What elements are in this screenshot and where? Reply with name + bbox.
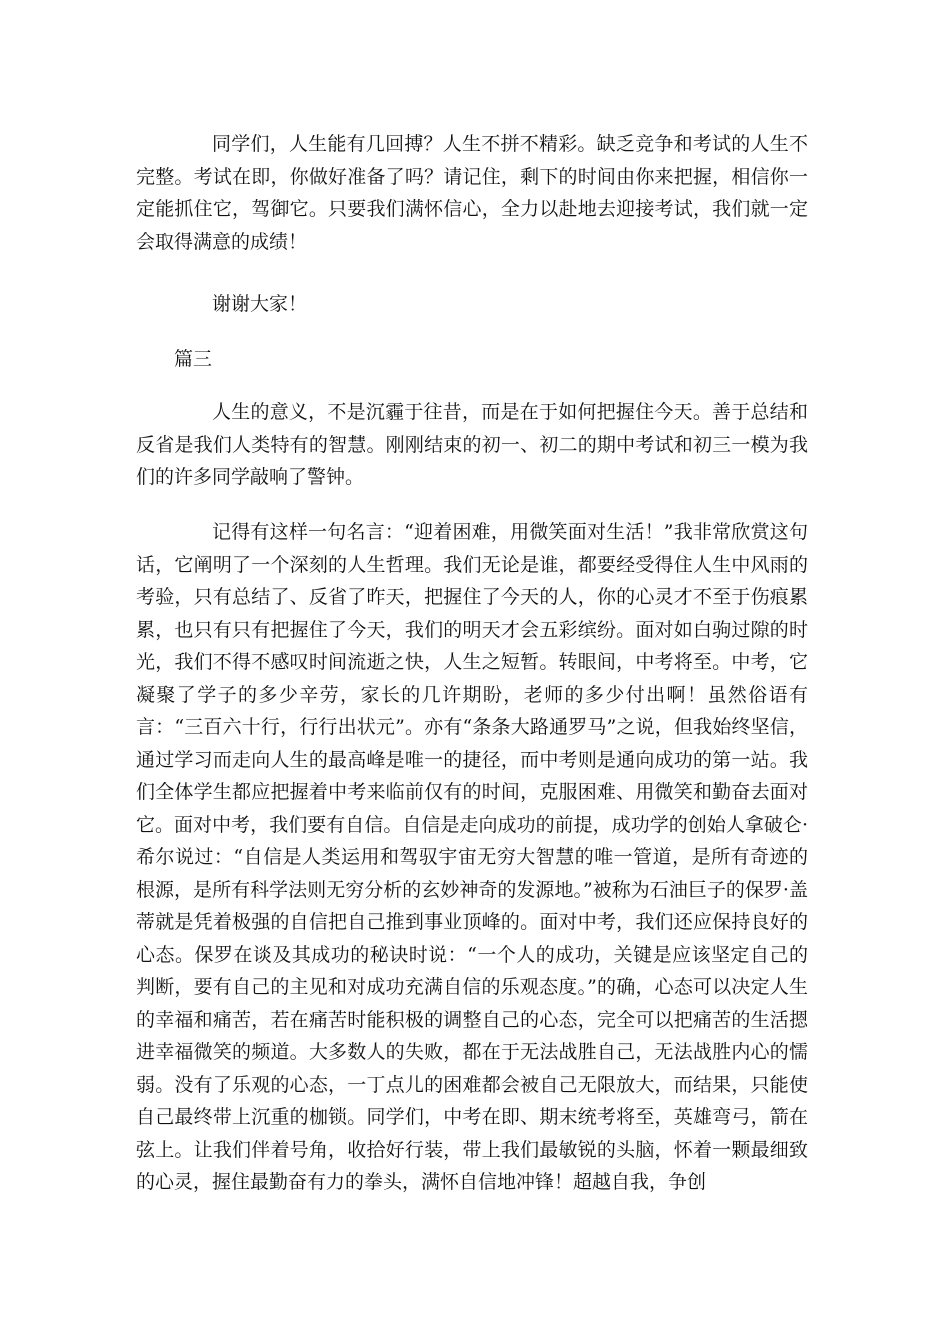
section-heading: 篇三 <box>174 348 213 370</box>
paragraph-famous-saying: 记得有这样一句名言：“迎着困难，用微笑面对生活！”我非常欣赏这句话，它阐明了一个深刻的人生哲理。我们无论是谁，都要经受得住人生中风雨的考验，只有总结了、反省了昨天，把握住了今天的人，你的心灵才不至于伤痕累累，也只有只有把握住了今天，我们的明天才会五彩缤纷。面对如白驹过隙的时光，我们不得不感叹时间流逝之快，人生之短暂。转眼间，中考将至。中考，它凝聚了学子的多少辛劳，家长的几许期盼，老师的多少付出啊！虽然俗语有言：“三百六十行，行行出状元”。亦有“条条大路通罗马”之说，但我始终坚信，通过学习而走向人生的最高峰是唯一的捷径，而中考则是通向成功的第一站。我们全体学生都应把握着中考来临前仅有的时间，克服困难、用微笑和勤奋去面对它。面对中考，我们要有自信。自信是走向成功的前提，成功学的创始人拿破仑·希尔说过：“自信是人类运用和驾驭宇宙无穷大智慧的唯一管道，是所有奇迹的根源，是所有科学法则无穷分析的玄妙神奇的发源地。”被称为石油巨子的保罗·盖蒂就是凭着极强的自信把自己推到事业顶峰的。面对中考，我们还应保持良好的心态。保罗在谈及其成功的秘诀时说：“一个人的成功，关键是应该坚定自己的判断，要有自己的主见和对成功充满自信的乐观态度。”的确，心态可以决定人生的幸福和痛苦，若在痛苦时能积极的调整自己的心态，完全可以把痛苦的生活摁进幸福微笑的频道。大多数人的失败，都在于无法战胜自己，无法战胜内心的懦弱。没有了乐观的心态，一丁点儿的困难都会被自己无限放大，而结果，只能使自己最终带上沉重的枷锁。同学们，中考在即、期末统考将至，英雄弯弓，箭在弦上。让我们伴着号角，收拾好行装，带上我们最敏锐的头脑，怀着一颗最细致的心灵，握住最勤奋有力的拳头，满怀自信地冲锋！超越自我，争创 <box>136 521 808 1193</box>
paragraph-thanks: 谢谢大家！ <box>212 293 308 315</box>
paragraph-closing-exhortation: 同学们，人生能有几回搏？人生不拼不精彩。缺乏竞争和考试的人生不完整。考试在即，你做好准备了吗？请记住，剩下的时间由你来把握，相信你一定能抓住它，驾御它。只要我们满怀信心，全力以赴地去迎接考试，我们就一定会取得满意的成绩！ <box>136 133 808 253</box>
paragraph-meaning-of-life: 人生的意义，不是沉霾于往昔，而是在于如何把握住今天。善于总结和反省是我们人类特有的智慧。刚刚结束的初一、初二的期中考试和初三一模为我们的许多同学敲响了警钟。 <box>136 401 808 488</box>
